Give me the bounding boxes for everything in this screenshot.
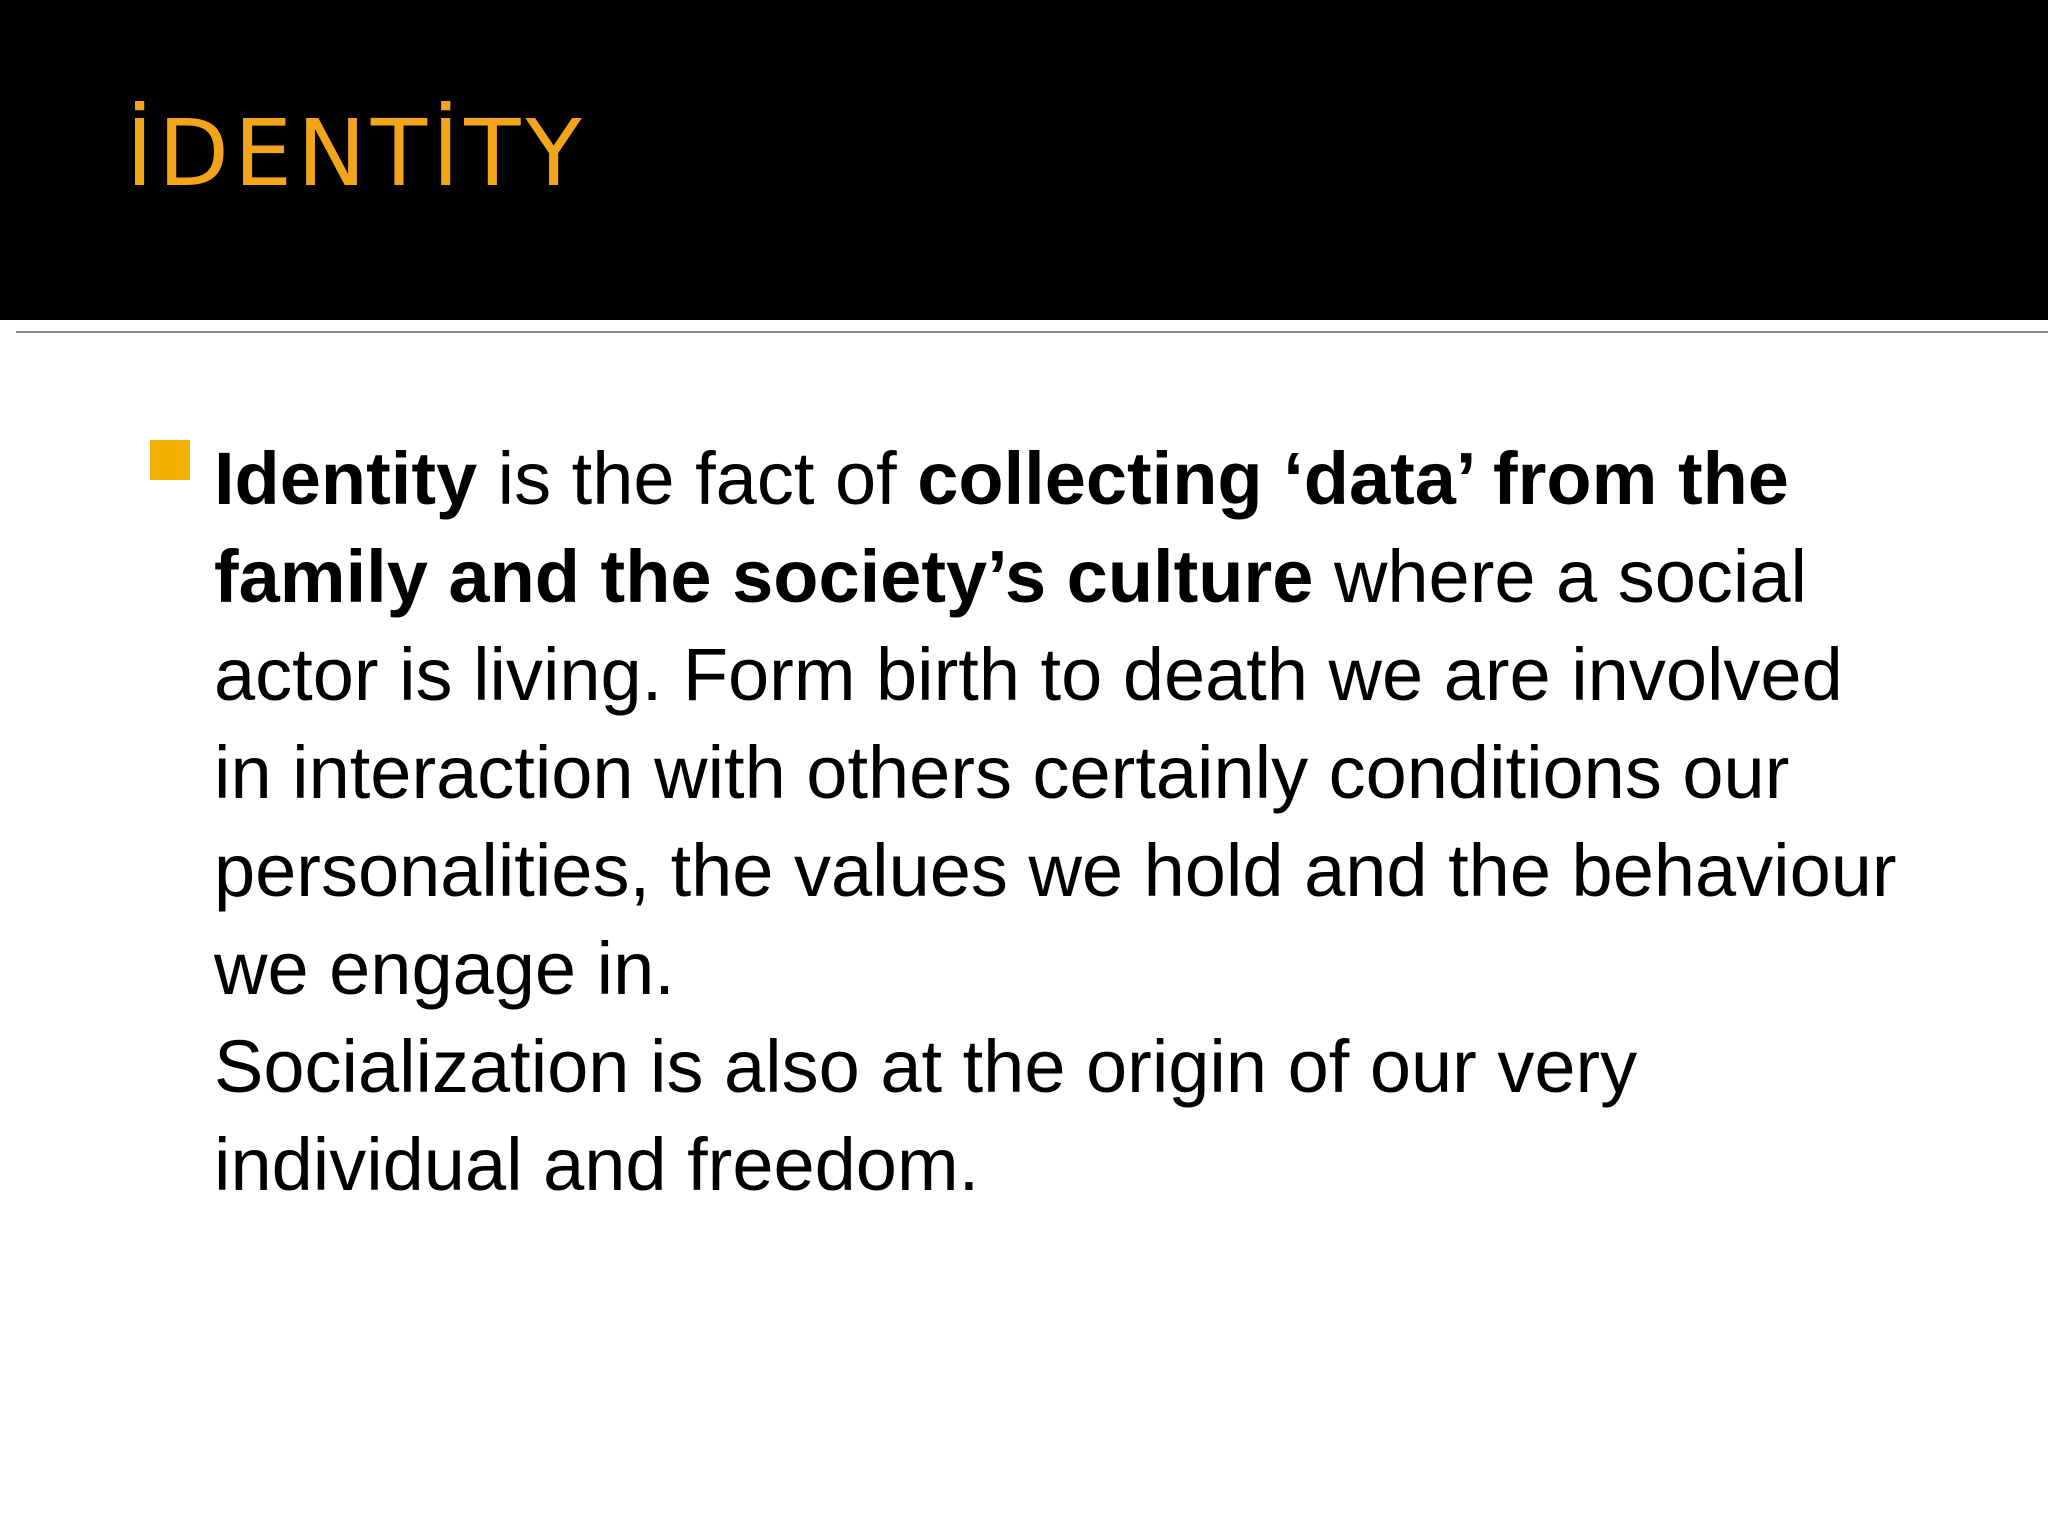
slide-title: İDENTİTY xyxy=(126,100,587,207)
square-bullet-icon xyxy=(150,440,190,480)
title-band xyxy=(0,0,2048,320)
bullet-term: Identity xyxy=(214,437,478,520)
title-divider xyxy=(16,331,2048,333)
bullet-phrase: is the fact of xyxy=(477,437,918,520)
bullet-emphasis: collecting ‘data’ from the family and the society’s culture xyxy=(214,437,1789,618)
bullet-text xyxy=(214,437,1897,1206)
bullet-list xyxy=(150,430,1910,1214)
bullet-item xyxy=(150,430,1910,1214)
bullet-continuation: Socialization is also at the origin of our very individual and freedom. xyxy=(214,1025,1638,1206)
bullet-phrase: where a social actor is living. Form birth to death we are involved in interaction with others certainly conditions our personalities, the values we hold and the behaviour we engage in. xyxy=(214,535,1897,1010)
